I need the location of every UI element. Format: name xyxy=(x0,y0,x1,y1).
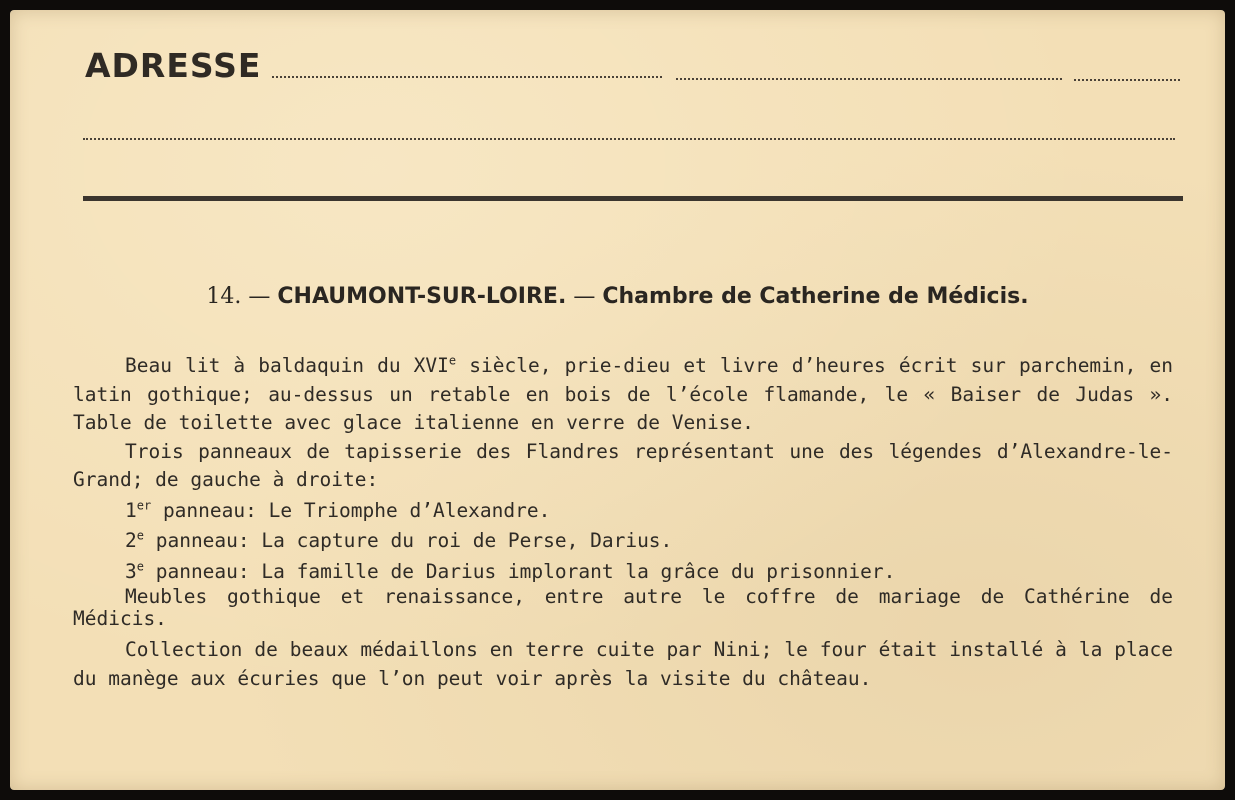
address-line-2 xyxy=(83,138,1175,140)
panel-ordinal: e xyxy=(136,559,144,573)
panel-number: 3 xyxy=(125,559,137,583)
paragraph-tapestry: Trois panneaux de tapisserie des Flandres représentant une des légendes d’Alexandre-le-Grand; de gauche à droite: xyxy=(73,439,1173,491)
panel-item-2 xyxy=(73,527,1173,556)
paragraph-furniture: Meubles gothique et renaissance, entre autre le coffre de mariage de Cathérine de Médicis. xyxy=(73,585,1173,630)
description xyxy=(73,352,1173,693)
panel-item-3 xyxy=(73,558,1173,587)
panel-text: panneau: La famille de Darius implorant la grâce du prisonnier. xyxy=(143,559,896,583)
panel-ordinal: er xyxy=(136,498,152,512)
panel-text: panneau: La capture du roi de Perse, Darius. xyxy=(143,529,673,552)
title-number: 14. xyxy=(206,284,242,309)
card-title xyxy=(10,284,1225,309)
panel-item-1 xyxy=(73,497,1173,526)
panel-number: 2 xyxy=(125,529,137,552)
address-line-1b xyxy=(676,78,1062,80)
title-dash-2: — xyxy=(573,284,596,309)
paragraph-bed-start: Beau lit à baldaquin du XVI xyxy=(125,354,449,377)
paragraph-bed xyxy=(73,352,1173,438)
panel-text: panneau: Le Triomphe d’Alexandre. xyxy=(151,498,551,522)
title-subject: Chambre de Catherine de Médicis. xyxy=(602,284,1029,309)
panel-number: 1 xyxy=(125,498,137,522)
address-label: ADRESSE xyxy=(85,46,262,85)
postcard xyxy=(10,10,1225,790)
paragraph-bed-rest: siècle, prie-dieu et livre d’heures écrit sur parchemin, en latin gothique; au-dessus un retable en bois de l’école flamande, le « Baiser de Judas ». Table de toilette avec glace italienne en verre de Venise. xyxy=(73,354,1173,434)
title-place: CHAUMONT-SUR-LOIRE. xyxy=(277,284,567,309)
paragraph-medallions: Collection de beaux médaillons en terre cuite par Nini; le four était installé à la place du manège aux écuries que l’on peut voir après la visite du château. xyxy=(73,638,1173,690)
panel-ordinal: e xyxy=(136,528,144,543)
address-line-1c xyxy=(1074,79,1180,81)
century-superscript: e xyxy=(448,353,457,368)
title-dash-1: — xyxy=(248,284,271,309)
divider-rule xyxy=(83,196,1183,201)
address-line-1a xyxy=(272,76,662,78)
